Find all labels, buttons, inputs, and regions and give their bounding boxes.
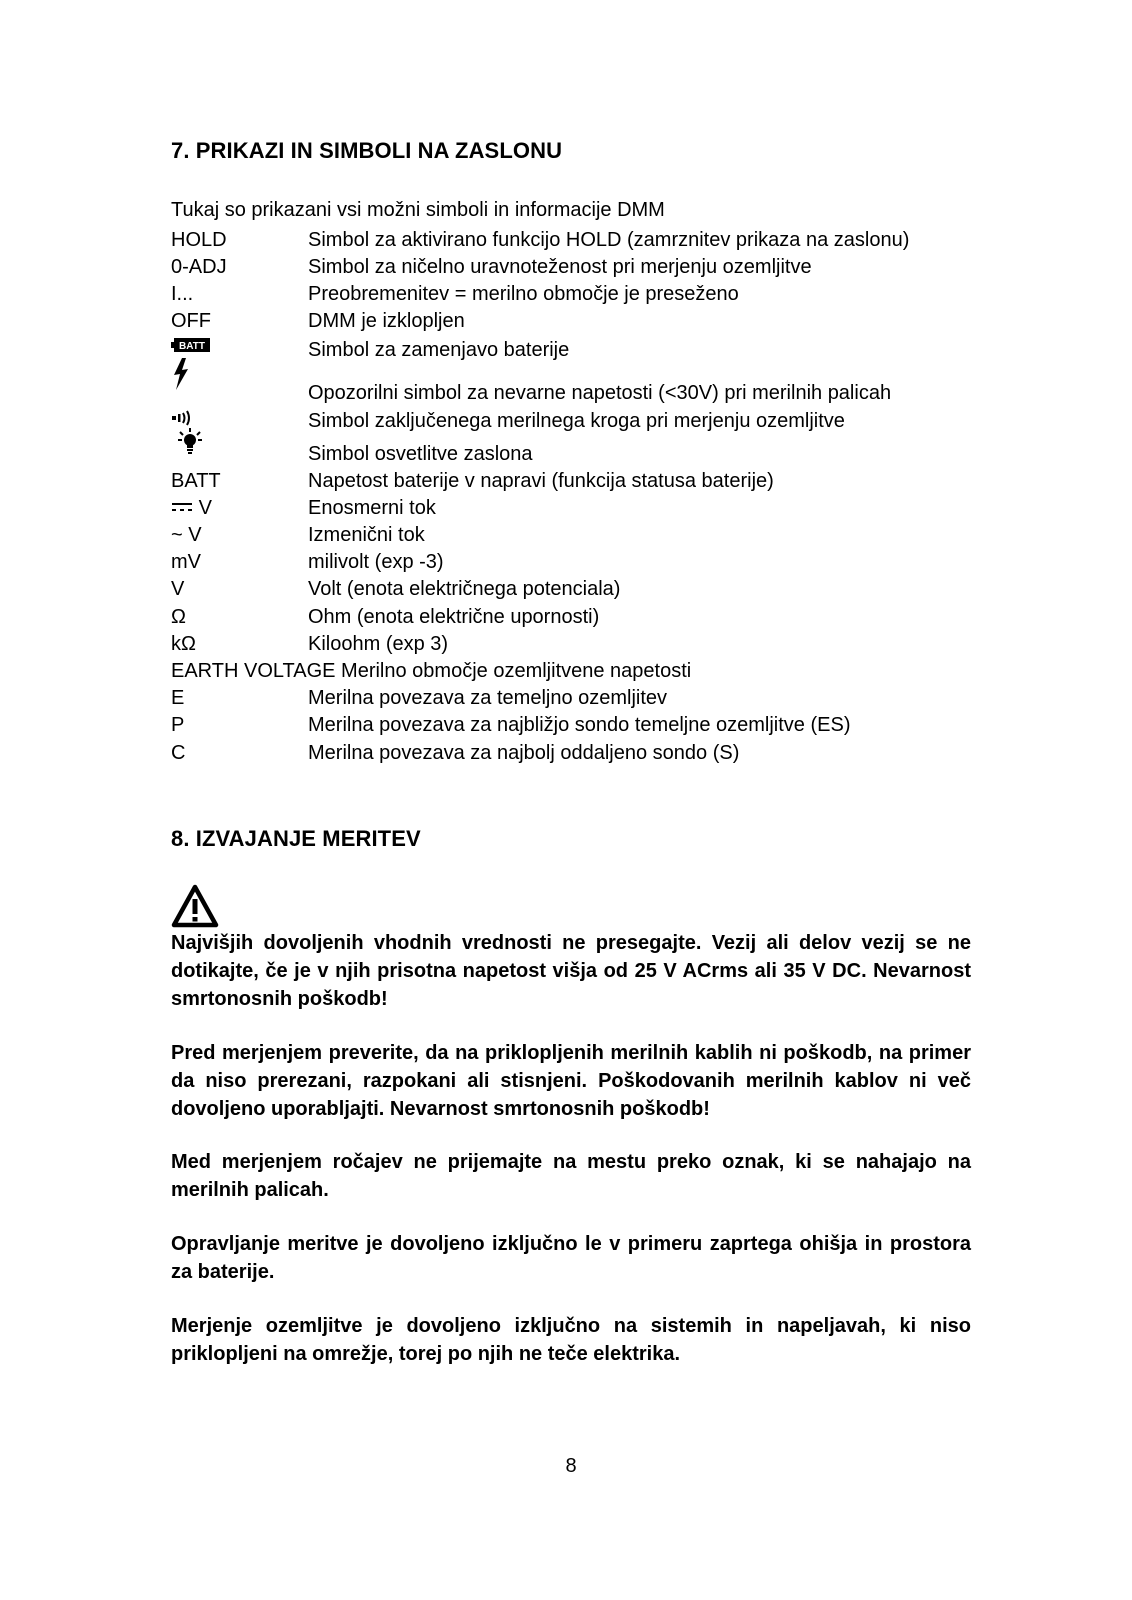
symbol-row-danger-voltage [171,379,971,407]
svg-text:BATT: BATT [179,340,205,352]
warning-triangle-icon [171,884,219,928]
symbol-row-v [171,575,971,603]
symbol-row-off [171,307,971,335]
symbol-row-ac [171,521,971,549]
symbol-label: C [171,742,186,764]
dc-icon [171,501,193,513]
symbol-description: Simbol za aktivirano funkcijo HOLD (zamrznitev prikaza na zaslonu) [308,229,910,251]
symbol-label: ~ V [171,524,202,546]
symbol-row-overload [171,280,971,308]
symbol-label: mV [171,551,201,573]
symbol-row-kohm [171,630,971,658]
symbol-label: 0-ADJ [171,256,227,278]
symbol-row-ohm [171,603,971,631]
symbol-row-continuity [171,407,971,435]
warning-paragraph: Med merjenjem ročajev ne prijemajte na mestu preko oznak, ki se nahajajo na merilnih palicah. [171,1151,971,1201]
symbol-description: Volt (enota električnega potenciala) [308,578,621,600]
symbol-description: Napetost baterije v napravi (funkcija statusa baterije) [308,470,774,492]
lightning-icon [171,357,191,391]
symbol-row-dc [171,494,971,522]
symbol-label: V [171,578,185,600]
symbol-description: Merilno območje ozemljitvene napetosti [341,660,692,682]
symbol-row-0-adj [171,253,971,281]
symbol-description: Merilna povezava za temeljno ozemljitev [308,687,668,709]
warning-paragraph: Najvišjih dovoljenih vhodnih vrednosti ne presegajte. Vezij ali delov vezij se ne dotikajte, če je v njih prisotna napetost višja od 25 V ACrms ali 35 V DC. Nevarnost smrtonosnih poškodb! [171,932,971,1010]
symbol-label: kΩ [171,633,196,655]
symbol-description: DMM je izklopljen [308,310,465,332]
symbol-description: Opozorilni simbol za nevarne napetosti (<30V) pri merilnih palicah [308,382,892,404]
symbol-label: Ω [171,606,186,628]
symbol-label: I... [171,283,194,305]
symbol-description: Simbol zaključenega merilnega kroga pri merjenju ozemljitve [308,410,845,432]
symbol-description: milivolt (exp -3) [308,551,444,573]
symbol-row-backlight [171,440,971,468]
symbol-row-c [171,739,971,767]
symbol-row-batt [171,467,971,495]
symbol-description: Simbol za ničelno uravnoteženost pri merjenju ozemljitve [308,256,812,278]
symbol-row-p [171,711,971,739]
warning-paragraph: Merjenje ozemljitve je dovoljeno izključno na sistemih in napeljavah, ki niso priklopljeni na omrežje, torej po njih ne teče elektrika. [171,1315,971,1365]
symbol-description: Preobremenitev = merilno območje je preseženo [308,283,739,305]
section-7-heading: 7. PRIKAZI IN SIMBOLI NA ZASLONU [171,138,563,163]
symbol-label: HOLD [171,229,227,251]
symbol-label: V [198,497,212,519]
warning-paragraph: Pred merjenjem preverite, da na priklopljenih merilnih kablih ni poškodb, na primer da niso prerezani, razpokani ali stisnjeni. Poškodovanih merilnih kablov ni več dovoljeno uporabljajti. Nevarnost smrtonosnih poškodb! [171,1042,971,1120]
symbol-row-mv [171,548,971,576]
symbol-description: Izmenični tok [308,524,425,546]
backlight-bulb-icon [177,426,203,455]
symbol-description: Kiloohm (exp 3) [308,633,449,655]
symbol-description: Simbol za zamenjavo baterije [308,339,570,361]
symbol-description: Merilna povezava za najbolj oddaljeno sondo (S) [308,742,740,764]
symbol-description: Merilna povezava za najbližjo sondo temeljne ozemljitve (ES) [308,714,851,736]
page-number: 8 [565,1455,577,1477]
warning-paragraph: Opravljanje meritve je dovoljeno izključno le v primeru zaprtega ohišja in prostora za baterije. [171,1233,971,1283]
symbol-row-battery [171,336,971,364]
battery-icon [171,330,211,358]
symbol-description: Enosmerni tok [308,497,436,519]
section-8-heading: 8. IZVAJANJE MERITEV [171,826,421,851]
symbol-row-hold [171,226,971,254]
symbol-label: OFF [171,310,211,332]
symbol-label: EARTH VOLTAGE [171,660,336,682]
symbol-row-earth-voltage [171,657,971,685]
symbol-description: Simbol osvetlitve zaslona [308,443,533,465]
symbol-label: P [171,714,185,736]
symbol-row-e [171,684,971,712]
symbol-label: E [171,687,185,709]
symbol-description: Ohm (enota električne upornosti) [308,606,600,628]
section-7-intro: Tukaj so prikazani vsi možni simboli in informacije DMM [171,199,665,221]
symbol-label: BATT [171,470,221,492]
